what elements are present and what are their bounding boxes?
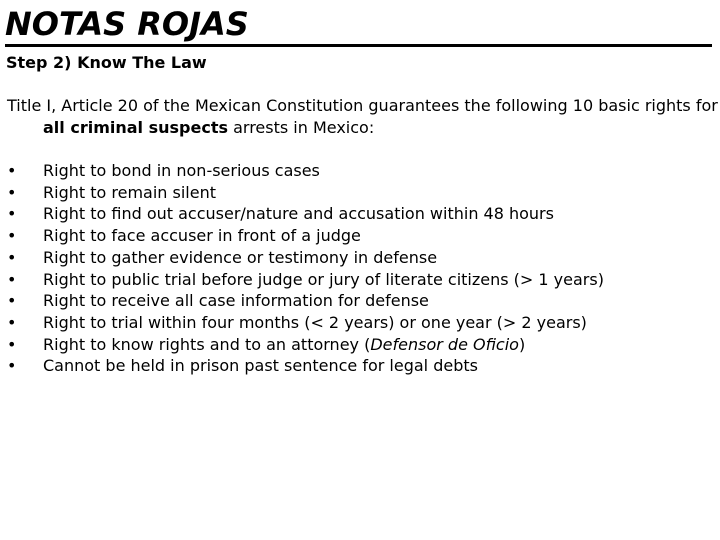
title-underline-divider <box>5 44 712 47</box>
intro-text-bold: all criminal suspects <box>43 118 228 137</box>
bullet-icon: • <box>7 312 17 332</box>
bullet-icon: • <box>7 291 17 311</box>
list-item-text: Right to public trial before judge or jury of literate citizens (> 1 years) <box>43 269 604 289</box>
list-item <box>7 312 604 334</box>
bullet-icon: • <box>7 269 17 289</box>
list-item-text: Right to remain silent <box>43 182 216 202</box>
list-item-text: Right to gather evidence or testimony in defense <box>43 247 438 267</box>
intro-text-end: arrests in Mexico: <box>228 118 375 137</box>
list-item <box>7 269 604 291</box>
list-item-text: Right to find out accuser/nature and accusation within 48 hours <box>43 204 554 224</box>
section-subtitle: Step 2) Know The Law <box>6 53 207 72</box>
list-item-text: Right to trial within four months (< 2 years) or one year (> 2 years) <box>43 312 587 332</box>
list-item <box>7 203 604 225</box>
bullet-icon: • <box>7 334 17 354</box>
list-item <box>7 355 604 377</box>
intro-paragraph <box>7 95 720 139</box>
list-item-text: Right to bond in non-serious cases <box>43 161 320 180</box>
bullet-icon: • <box>7 204 17 224</box>
bullet-icon: • <box>7 161 17 180</box>
list-item-text: Right to face accuser in front of a judge <box>43 226 361 246</box>
list-item-text-end: ) <box>518 334 526 354</box>
bullet-icon: • <box>7 247 17 267</box>
list-item <box>7 160 604 182</box>
list-item <box>7 225 604 247</box>
slide-title: NOTAS ROJAS <box>5 5 249 43</box>
list-item <box>7 290 604 312</box>
list-item-text: Right to receive all case information for defense <box>43 291 429 311</box>
intro-text-start: Title I, Article 20 of the Mexican Constitution guarantees the following 10 basic rights for <box>7 96 718 115</box>
bullet-icon: • <box>7 226 17 246</box>
bullet-icon: • <box>7 356 17 376</box>
list-item <box>7 334 604 356</box>
bullet-icon: • <box>7 182 17 202</box>
list-item <box>7 182 604 204</box>
list-item-text: Cannot be held in prison past sentence for legal debts <box>43 356 478 376</box>
list-item-text <box>43 335 525 354</box>
list-item-text-italic: Defensor de Oficio <box>370 334 519 354</box>
list-item <box>7 247 604 269</box>
list-item-text-start: Right to know rights and to an attorney ( <box>43 334 371 354</box>
rights-list <box>7 160 604 377</box>
